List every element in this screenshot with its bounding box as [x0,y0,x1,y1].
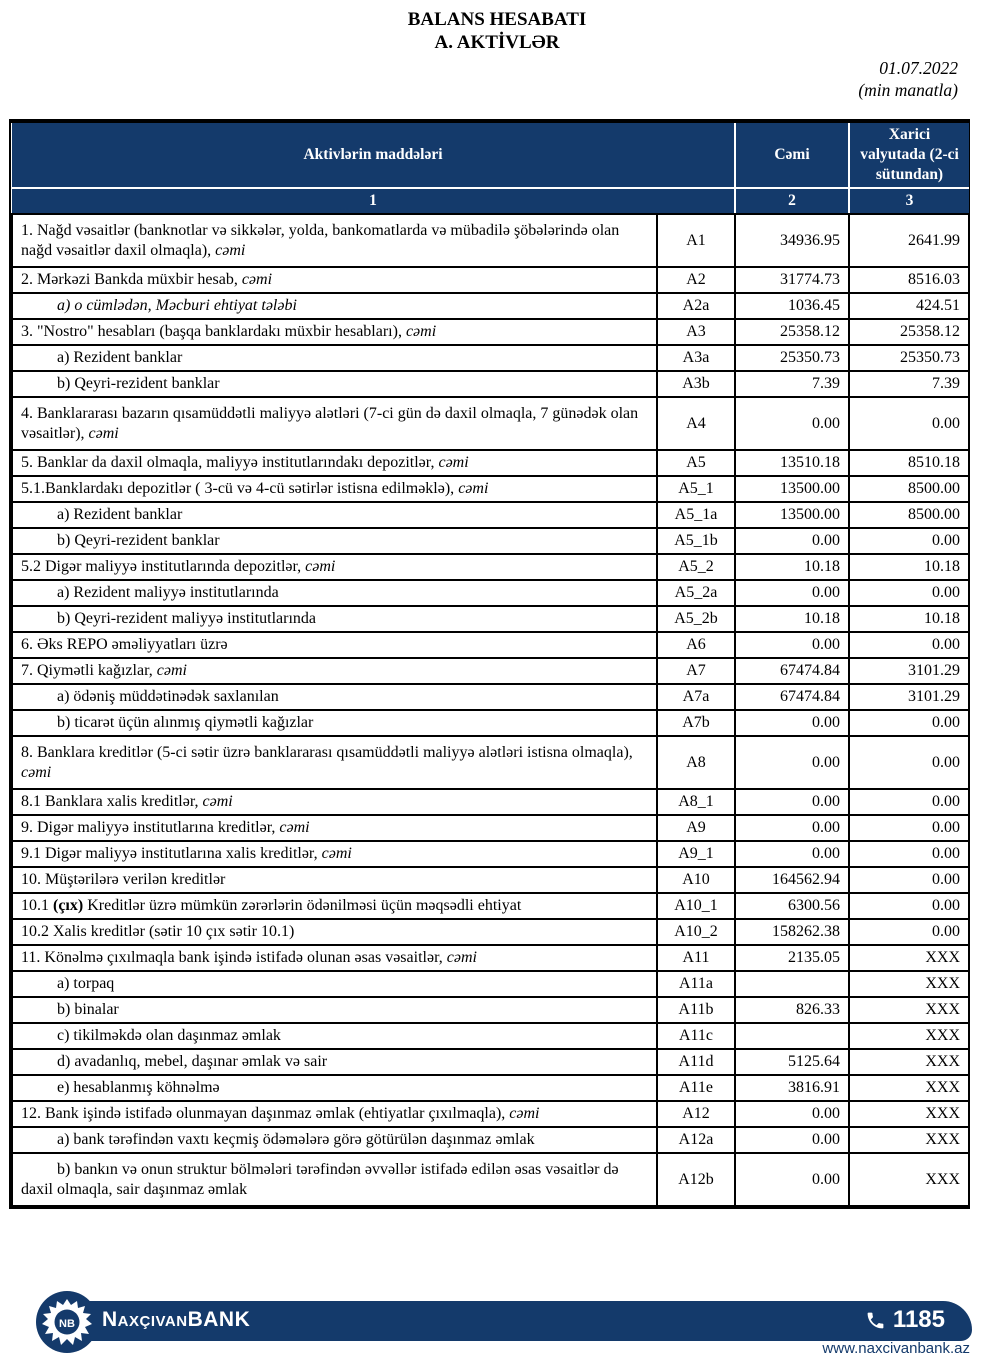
item-code-cell: A12b [657,1153,735,1206]
report-title-line1: BALANS HESABATI [407,9,587,30]
total-value-cell: 34936.95 [735,214,849,267]
total-value-cell: 0.00 [735,632,849,658]
item-code-cell: A4 [657,397,735,450]
item-code-cell: A2a [657,293,735,319]
foreign-value-cell: XXX [849,971,969,997]
bank-logo-icon [36,1291,98,1353]
total-value-cell: 13510.18 [735,450,849,476]
item-code-cell: A5_1 [657,476,735,502]
item-label-cell: 12. Bank işində istifadə olunmayan daşınmaz əmlak (ehtiyatlar çıxılmaqla), cəmi [12,1101,657,1127]
foreign-value-cell: 0.00 [849,528,969,554]
item-code-cell: A10_1 [657,893,735,919]
table-row [12,997,969,1023]
foreign-value-cell: XXX [849,1049,969,1075]
item-code-cell: A11e [657,1075,735,1101]
table-row [12,371,969,397]
item-code-cell: A11a [657,971,735,997]
table-row [12,971,969,997]
item-label-cell: 4. Banklararası bazarın qısamüddətli maliyyə alətləri (7-ci gün də daxil olmaqla, 7 günədək olan vəsaitlər), cəmi [12,397,657,450]
assets-table [9,119,970,1209]
total-value-cell: 0.00 [735,789,849,815]
brand-rest: AXÇIVAN [117,1313,188,1330]
item-label-cell: a) Rezident banklar [12,345,657,371]
table-row [12,684,969,710]
item-code-cell: A1 [657,214,735,267]
total-value-cell: 10.18 [735,554,849,580]
item-label-cell: a) bank tərəfindən vaxtı keçmiş ödəmələrə görə götürülən daşınmaz əmlak [12,1127,657,1153]
table-row [12,1153,969,1206]
item-code-cell: A7b [657,710,735,736]
item-label-cell: 11. Könəlmə çıxılmaqla bank işində istifadə olunan əsas vəsaitlər, cəmi [12,945,657,971]
table-row [12,450,969,476]
total-value-cell: 67474.84 [735,684,849,710]
foreign-value-cell: XXX [849,1023,969,1049]
brand-initial: N [102,1308,118,1331]
brand-bold: BANK [187,1308,251,1331]
total-value-cell: 0.00 [735,1153,849,1206]
report-title-line2: A. AKTİVLƏR [434,32,560,53]
phone-icon [865,1310,886,1331]
foreign-value-cell: 3101.29 [849,684,969,710]
foreign-value-cell: 25358.12 [849,319,969,345]
foreign-value-cell: XXX [849,945,969,971]
foreign-value-cell: 8510.18 [849,450,969,476]
bank-brand-name [102,1308,250,1332]
item-label-cell: 6. Əks REPO əməliyyatları üzrə [12,632,657,658]
header-colnum-2: 2 [735,188,849,214]
item-code-cell: A5_1b [657,528,735,554]
item-code-cell: A3a [657,345,735,371]
total-value-cell: 826.33 [735,997,849,1023]
item-label-cell: a) Rezident maliyyə institutlarında [12,580,657,606]
table-row [12,476,969,502]
item-label-cell: d) avadanlıq, mebel, daşınar əmlak və sair [12,1049,657,1075]
item-label-cell: a) ödəniş müddətinədək saxlanılan [12,684,657,710]
item-label-cell: 10. Müştərilərə verilən kreditlər [12,867,657,893]
item-label-cell: b) bankın və onun struktur bölmələri tərəfindən əvvəllər istifadə edilən əsas vəsaitlər də daxil olmaqla, sair daşınmaz əmlak [12,1153,657,1206]
foreign-value-cell: 0.00 [849,632,969,658]
total-value-cell: 164562.94 [735,867,849,893]
item-label-cell: 8. Banklara kreditlər (5-ci sətir üzrə banklararası qısamüddətli maliyyə alətləri istisna olmaqla), cəmi [12,736,657,789]
table-row [12,528,969,554]
foreign-value-cell: 0.00 [849,919,969,945]
total-value-cell: 0.00 [735,528,849,554]
total-value-cell: 7.39 [735,371,849,397]
foreign-value-cell: 8500.00 [849,476,969,502]
item-code-cell: A5 [657,450,735,476]
phone-number: 1185 [892,1306,945,1333]
header-items: Aktivlərin maddələri [12,123,735,188]
foreign-value-cell: XXX [849,1153,969,1206]
total-value-cell: 10.18 [735,606,849,632]
foreign-value-cell: 0.00 [849,841,969,867]
item-code-cell: A11 [657,945,735,971]
item-label-cell: 3. "Nostro" hesabları (başqa banklardakı müxbir hesabları), cəmi [12,319,657,345]
unit-note: (min manatla) [858,80,958,100]
item-label-cell: 7. Qiymətli kağızlar, cəmi [12,658,657,684]
total-value-cell: 0.00 [735,815,849,841]
total-value-cell: 2135.05 [735,945,849,971]
total-value-cell: 0.00 [735,841,849,867]
foreign-value-cell: 2641.99 [849,214,969,267]
item-label-cell: 5.2 Digər maliyyə institutlarında depozitlər, cəmi [12,554,657,580]
table-row [12,267,969,293]
item-label-cell: 10.2 Xalis kreditlər (sətir 10 çıx sətir 10.1) [12,919,657,945]
logo-initials: NB [59,1318,75,1330]
foreign-value-cell: 0.00 [849,789,969,815]
item-code-cell: A9_1 [657,841,735,867]
item-code-cell: A9 [657,815,735,841]
item-code-cell: A6 [657,632,735,658]
item-code-cell: A5_2 [657,554,735,580]
item-label-cell: 9. Digər maliyyə institutlarına kreditlər, cəmi [12,815,657,841]
table-row [12,1049,969,1075]
total-value-cell: 158262.38 [735,919,849,945]
table-row [12,736,969,789]
page-title [0,8,994,54]
table-row [12,397,969,450]
table-row [12,580,969,606]
total-value-cell: 25350.73 [735,345,849,371]
item-code-cell: A12 [657,1101,735,1127]
total-value-cell: 3816.91 [735,1075,849,1101]
table-row [12,1101,969,1127]
header-colnum-1: 1 [12,188,735,214]
phone-block [865,1306,945,1334]
report-meta [858,57,958,101]
table-row [12,1075,969,1101]
table-row [12,1023,969,1049]
foreign-value-cell: XXX [849,997,969,1023]
table-row [12,1127,969,1153]
table-row [12,554,969,580]
foreign-value-cell: 0.00 [849,815,969,841]
item-label-cell: c) tikilməkdə olan daşınmaz əmlak [12,1023,657,1049]
header-foreign: Xarici valyutada (2-ci sütundan) [849,123,969,188]
foreign-value-cell: 25350.73 [849,345,969,371]
item-code-cell: A5_2b [657,606,735,632]
table-header [12,123,969,214]
item-code-cell: A12a [657,1127,735,1153]
total-value-cell: 6300.56 [735,893,849,919]
table-row [12,841,969,867]
table-row [12,632,969,658]
item-label-cell: 9.1 Digər maliyyə institutlarına xalis kreditlər, cəmi [12,841,657,867]
total-value-cell: 5125.64 [735,1049,849,1075]
total-value-cell: 0.00 [735,1101,849,1127]
item-code-cell: A5_2a [657,580,735,606]
item-code-cell: A10_2 [657,919,735,945]
table-row [12,606,969,632]
item-label-cell: 1. Nağd vəsaitlər (banknotlar və sikkələr, yolda, bankomatlarda və mübadilə şöbələrində olan nağd vəsaitlər daxil olmaqla), cəmi [12,214,657,267]
foreign-value-cell: 10.18 [849,606,969,632]
foreign-value-cell: 7.39 [849,371,969,397]
foreign-value-cell: 3101.29 [849,658,969,684]
item-code-cell: A10 [657,867,735,893]
item-code-cell: A2 [657,267,735,293]
table-row [12,502,969,528]
item-label-cell: a) o cümlədən, Məcburi ehtiyat tələbi [12,293,657,319]
foreign-value-cell: 424.51 [849,293,969,319]
table-row [12,293,969,319]
item-label-cell: 5. Banklar da daxil olmaqla, maliyyə institutlarındakı depozitlər, cəmi [12,450,657,476]
total-value-cell: 31774.73 [735,267,849,293]
table-row [12,345,969,371]
item-label-cell: b) binalar [12,997,657,1023]
item-code-cell: A11b [657,997,735,1023]
table-row [12,710,969,736]
item-label-cell: b) Qeyri-rezident banklar [12,528,657,554]
total-value-cell: 0.00 [735,1127,849,1153]
foreign-value-cell: XXX [849,1101,969,1127]
total-value-cell [735,971,849,997]
table-row [12,319,969,345]
total-value-cell: 13500.00 [735,476,849,502]
foreign-value-cell: 0.00 [849,893,969,919]
table-row [12,867,969,893]
item-code-cell: A11d [657,1049,735,1075]
foreign-value-cell: 0.00 [849,710,969,736]
table-row [12,815,969,841]
item-label-cell: e) hesablanmış köhnəlmə [12,1075,657,1101]
table-row [12,789,969,815]
item-label-cell: 2. Mərkəzi Bankda müxbir hesab, cəmi [12,267,657,293]
header-total: Cəmi [735,123,849,188]
item-code-cell: A8_1 [657,789,735,815]
item-label-cell: 5.1.Banklardakı depozitlər ( 3-cü və 4-cü sətirlər istisna edilməklə), cəmi [12,476,657,502]
item-label-cell: 8.1 Banklara xalis kreditlər, cəmi [12,789,657,815]
foreign-value-cell: 10.18 [849,554,969,580]
total-value-cell: 13500.00 [735,502,849,528]
foreign-value-cell: XXX [849,1127,969,1153]
table-row [12,658,969,684]
table-row [12,214,969,267]
foreign-value-cell: 8500.00 [849,502,969,528]
item-code-cell: A3 [657,319,735,345]
table-row [12,945,969,971]
total-value-cell: 0.00 [735,736,849,789]
item-label-cell: b) ticarət üçün alınmış qiymətli kağızlar [12,710,657,736]
table-row [12,893,969,919]
foreign-value-cell: 0.00 [849,397,969,450]
total-value-cell: 1036.45 [735,293,849,319]
item-label-cell: b) Qeyri-rezident maliyyə institutlarında [12,606,657,632]
table-row [12,919,969,945]
total-value-cell: 25358.12 [735,319,849,345]
total-value-cell: 0.00 [735,397,849,450]
total-value-cell: 0.00 [735,710,849,736]
foreign-value-cell: 8516.03 [849,267,969,293]
item-code-cell: A11c [657,1023,735,1049]
item-label-cell: a) torpaq [12,971,657,997]
item-code-cell: A3b [657,371,735,397]
report-date: 01.07.2022 [879,58,958,78]
item-label-cell: b) Qeyri-rezident banklar [12,371,657,397]
total-value-cell: 0.00 [735,580,849,606]
foreign-value-cell: 0.00 [849,580,969,606]
item-code-cell: A5_1a [657,502,735,528]
item-label-cell: 10.1 (çıx) Kreditlər üzrə mümkün zərərlərin ödənilməsi üçün məqsədli ehtiyat [12,893,657,919]
header-colnum-3: 3 [849,188,969,214]
total-value-cell: 67474.84 [735,658,849,684]
item-label-cell: a) Rezident banklar [12,502,657,528]
foreign-value-cell: 0.00 [849,736,969,789]
foreign-value-cell: 0.00 [849,867,969,893]
item-code-cell: A8 [657,736,735,789]
table-body [12,214,969,1206]
item-code-cell: A7a [657,684,735,710]
foreign-value-cell: XXX [849,1075,969,1101]
total-value-cell [735,1023,849,1049]
website-url: www.naxcivanbank.az [822,1340,970,1357]
item-code-cell: A7 [657,658,735,684]
